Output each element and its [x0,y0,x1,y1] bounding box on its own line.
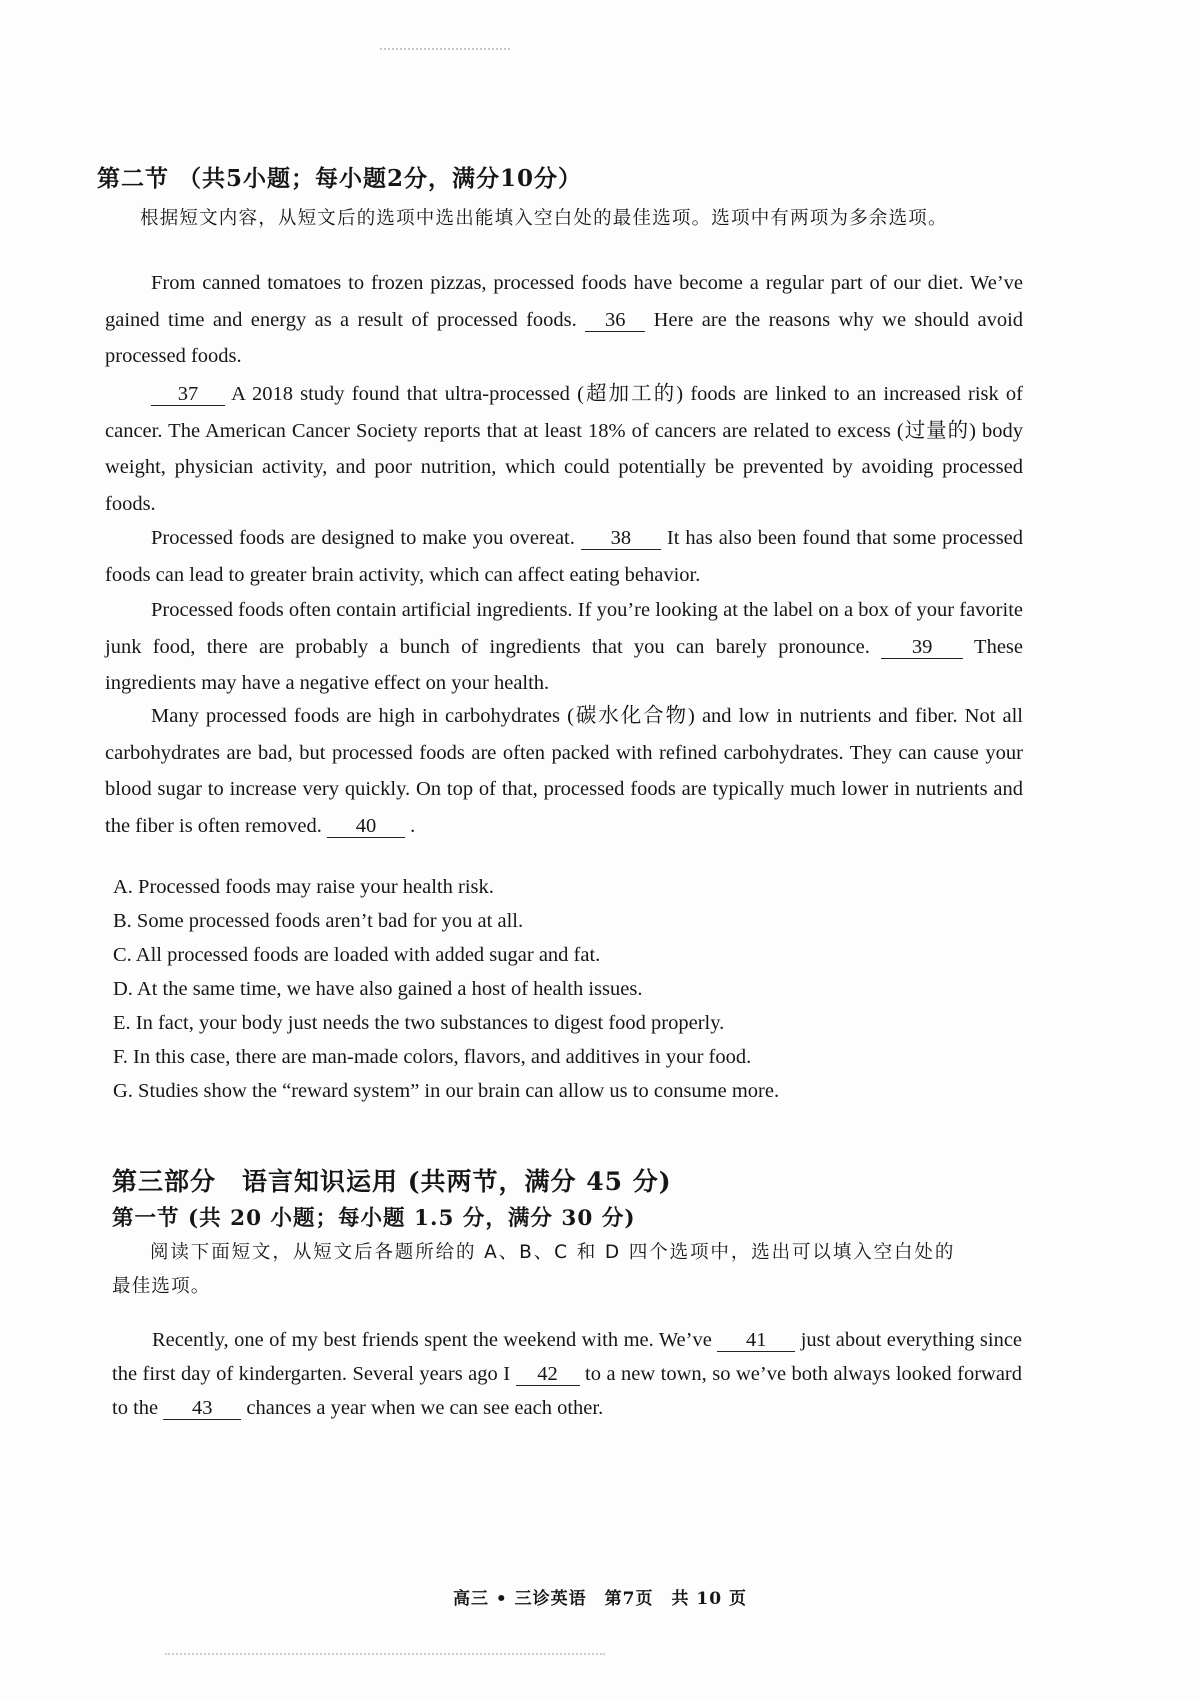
section-2-instruction: 根据短文内容，从短文后的选项中选出能填入空白处的最佳选项。选项中有两项为多余选项。 [140,208,948,229]
passage-1-paragraph-4 [105,592,1023,702]
page-footer: 高三 • 三诊英语 第7页 共 10 页 [452,1589,748,1609]
option-b: B. Some processed foods aren’t bad for you at all. [113,910,524,932]
blank-39: 39 [881,636,963,659]
paragraph-text: . [410,814,416,837]
blank-41: 41 [717,1329,795,1352]
part-3-title: 第三部分 语言知识运用 (共两节，满分 45 分) [112,1167,672,1196]
passage-1-paragraph-1 [105,265,1023,375]
paragraph-text: A 2018 study found that ultra-processed (超加工的) foods are linked to an increased risk of cancer. The American Cancer Society reports that at least 18% of cancers are related to excess (过量的) body weight, physician activity, and poor nutrition, which could potentially be prevented by avoiding processed foods. [105,383,1024,515]
option-d: D. At the same time, we have also gained a host of health issues. [113,978,643,1000]
part-3-section-1-title: 第一节 (共 20 小题；每小题 1.5 分，满分 30 分) [112,1206,636,1231]
blank-43: 43 [163,1397,241,1420]
passage-2-paragraph-1 [112,1323,1022,1425]
blank-38: 38 [581,527,661,550]
paragraph-text: Here are the reasons why we should avoid processed foods. [105,308,1024,367]
paragraph-text: to a new town, so we’ve both always looked forward to the [112,1363,1023,1419]
paragraph-text: just about everything since the first day of kindergarten. Several years ago I [112,1329,1023,1385]
paragraph-text: These ingredients may have a negative effect on your health. [105,635,1023,694]
paragraph-text: Processed foods often contain artificial ingredients. If you’re looking at the label on a box of your favorite junk food, there are probably a bunch of ingredients that you can barely pronounce. [105,599,1023,658]
passage-1-paragraph-2 [105,376,1023,522]
option-e: E. In fact, your body just needs the two substances to digest food properly. [113,1012,725,1034]
passage-1-paragraph-3 [105,520,1023,593]
part-3-instruction: 阅读下面短文，从短文后各题所给的 A、B、C 和 D 四个选项中，选出可以填入空白处的 [150,1242,956,1263]
paragraph-text: From canned tomatoes to frozen pizzas, processed foods have become a regular part of our diet. We’ve gained time and energy as a result of processed foods. [105,272,1023,331]
section-2-title: 第二节 （共5小题；每小题2分，满分10分） [97,165,583,192]
blank-37: 37 [151,383,225,406]
blank-40: 40 [327,815,405,838]
paragraph-text: Processed foods are designed to make you overeat. [151,527,575,549]
paragraph-text: Recently, one of my best friends spent the weekend with me. We’ve [152,1329,712,1351]
paragraph-text: It has also been found that some processed foods can lead to greater brain activity, which can affect eating behavior. [105,527,1024,586]
scan-smudge [165,1653,605,1658]
paragraph-text: chances a year when we can see each other. [246,1397,604,1419]
blank-36: 36 [585,309,645,332]
option-c: C. All processed foods are loaded with added sugar and fat. [113,944,601,966]
scan-smudge [380,48,510,53]
option-g: G. Studies show the “reward system” in our brain can allow us to consume more. [113,1080,780,1102]
paragraph-text: Many processed foods are high in carbohydrates (碳水化合物) and low in nutrients and fiber. Not all carbohydrates are bad, but processed foods are often packed with refined carbohydrates. They can cause your blood sugar to increase very quickly. On top of that, processed foods are typically much lower in nutrients and the fiber is often removed. [105,705,1023,837]
option-f: F. In this case, there are man-made colors, flavors, and additives in your food. [113,1046,752,1068]
part-3-instruction-cont: 最佳选项。 [112,1276,211,1297]
option-a: A. Processed foods may raise your health risk. [113,876,494,898]
blank-42: 42 [516,1363,580,1386]
passage-1-paragraph-5 [105,698,1023,844]
